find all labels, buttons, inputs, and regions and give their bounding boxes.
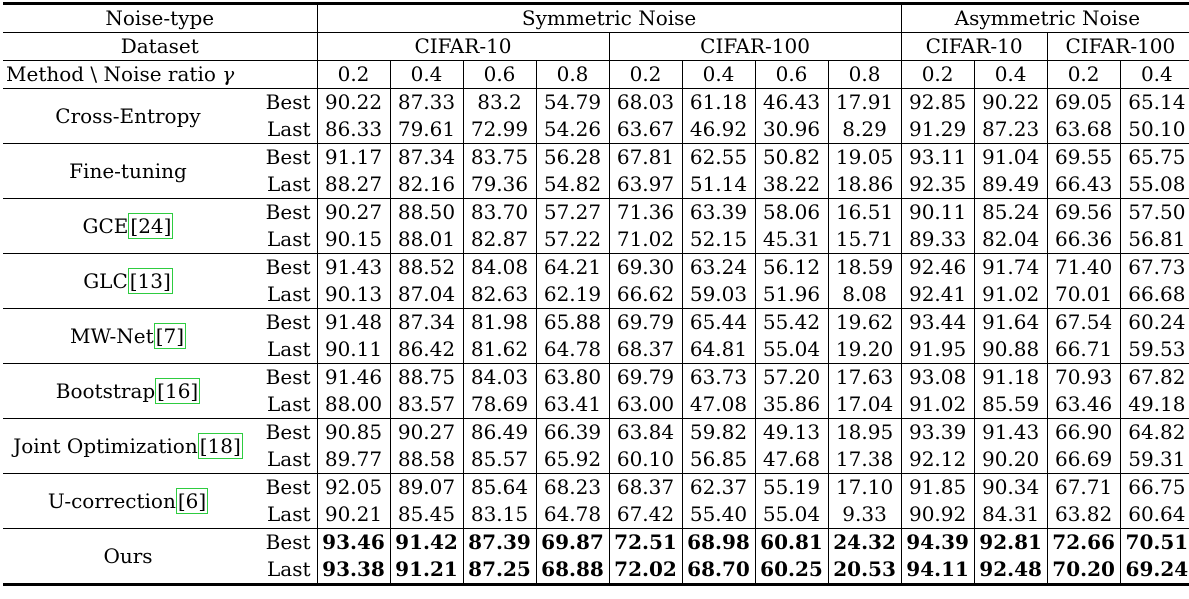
accuracy-cell: 52.15 [682,226,755,254]
dataset-label: Dataset [3,33,317,61]
method-name [3,309,253,364]
accuracy-cell: 89.77 [317,446,390,474]
accuracy-cell: 92.12 [901,446,974,474]
accuracy-cell: 84.03 [463,364,536,392]
accuracy-cell: 91.02 [974,281,1047,309]
best-label: Best [253,419,317,447]
accuracy-cell: 68.70 [682,556,755,585]
accuracy-cell: 19.62 [828,309,901,337]
accuracy-cell: 90.22 [317,89,390,117]
accuracy-cell: 60.24 [1128,310,1186,334]
method-name-text: Joint Optimization [13,433,198,458]
accuracy-cell: 59.31 [1120,446,1189,474]
best-label: Best [253,529,317,557]
accuracy-cell: 91.04 [974,144,1047,172]
accuracy-cell: 16.51 [828,199,901,227]
accuracy-cell: 54.82 [536,171,609,199]
symmetric-noise-header: Symmetric Noise [317,4,901,33]
accuracy-cell: 47.08 [682,391,755,419]
accuracy-cell: 93.39 [901,419,974,447]
accuracy-cell: 65.14 [1128,90,1186,114]
accuracy-cell: 55.42 [755,309,828,337]
accuracy-cell: 65.88 [536,309,609,337]
best-label: Best [253,309,317,337]
asymmetric-noise-header: Asymmetric Noise [901,4,1189,33]
accuracy-cell: 47.68 [755,446,828,474]
accuracy-cell: 57.22 [536,226,609,254]
accuracy-cell: 85.57 [463,446,536,474]
accuracy-cell: 65.92 [536,446,609,474]
noise-ratio-header: 0.4 [974,61,1047,89]
table-row [3,529,1189,557]
accuracy-cell: 68.03 [609,89,682,117]
citation-link[interactable]: [13] [129,268,171,293]
accuracy-cell: 82.63 [463,281,536,309]
citation-link[interactable]: [16] [157,378,199,403]
accuracy-cell: 85.59 [974,391,1047,419]
method-name [3,364,253,419]
table-row [3,199,1189,227]
accuracy-cell: 91.02 [901,391,974,419]
noise-ratio-header: 0.6 [463,61,536,89]
accuracy-cell: 19.20 [828,336,901,364]
accuracy-cell: 56.85 [682,446,755,474]
accuracy-cell: 66.71 [1047,336,1120,364]
accuracy-cell: 67.81 [609,144,682,172]
accuracy-cell: 72.99 [463,116,536,144]
accuracy-cell: 51.14 [682,171,755,199]
accuracy-cell: 83.15 [463,501,536,529]
accuracy-cell: 64.81 [682,336,755,364]
accuracy-cell: 92.35 [901,171,974,199]
noise-ratio-header: 0.2 [901,61,974,89]
accuracy-cell: 83.70 [463,199,536,227]
table-row [3,309,1189,337]
accuracy-cell: 64.21 [536,254,609,282]
accuracy-cell: 92.48 [974,556,1047,585]
results-body [3,89,1189,585]
accuracy-cell: 69.05 [1047,89,1120,117]
last-label: Last [253,501,317,529]
method-name-text: MW-Net [69,323,154,348]
accuracy-cell: 88.58 [390,446,463,474]
accuracy-cell: 82.04 [974,226,1047,254]
accuracy-cell: 90.21 [317,501,390,529]
accuracy-cell: 85.24 [974,199,1047,227]
accuracy-cell: 68.98 [682,529,755,557]
noise-ratio-header: 0.2 [1047,61,1120,89]
best-label: Best [253,364,317,392]
accuracy-cell: 70.20 [1047,556,1120,585]
accuracy-cell: 90.15 [317,226,390,254]
accuracy-cell: 63.24 [682,254,755,282]
accuracy-cell: 83.75 [463,144,536,172]
accuracy-cell: 50.82 [755,144,828,172]
accuracy-cell: 91.64 [974,309,1047,337]
accuracy-cell: 64.78 [536,501,609,529]
accuracy-cell: 83.57 [390,391,463,419]
accuracy-cell: 30.96 [755,116,828,144]
accuracy-cell: 15.71 [828,226,901,254]
method-name-text: Fine-tuning [69,158,187,183]
table-row [3,254,1189,282]
accuracy-cell: 90.20 [974,446,1047,474]
accuracy-cell: 59.53 [1120,336,1189,364]
table-row [3,419,1189,447]
noise-ratio-header: 0.2 [317,61,390,89]
accuracy-cell: 64.82 [1128,420,1186,444]
last-label: Last [253,116,317,144]
accuracy-cell: 57.27 [536,199,609,227]
method-name [3,199,253,254]
accuracy-cell: 67.42 [609,501,682,529]
accuracy-cell: 50.10 [1120,116,1189,144]
method-name [3,419,253,474]
accuracy-cell: 46.43 [755,89,828,117]
accuracy-cell: 91.85 [901,474,974,502]
noise-type-row [3,4,1189,33]
accuracy-cell: 93.38 [317,556,390,585]
accuracy-cell: 49.13 [755,419,828,447]
accuracy-cell: 63.39 [682,199,755,227]
accuracy-cell: 18.59 [828,254,901,282]
accuracy-cell: 62.37 [682,474,755,502]
accuracy-cell: 61.18 [682,89,755,117]
last-label: Last [253,281,317,309]
accuracy-cell: 87.34 [390,144,463,172]
dataset-header: CIFAR-100 [609,33,901,61]
accuracy-cell: 17.63 [828,364,901,392]
accuracy-cell: 93.46 [317,529,390,557]
accuracy-cell: 63.67 [609,116,682,144]
best-label: Best [253,199,317,227]
gamma-symbol: γ [222,62,235,86]
dataset-header: CIFAR-10 [901,33,1047,61]
accuracy-cell: 18.86 [828,171,901,199]
accuracy-cell: 35.86 [755,391,828,419]
accuracy-cell: 66.62 [609,281,682,309]
accuracy-cell: 90.34 [974,474,1047,502]
accuracy-cell: 81.98 [463,309,536,337]
accuracy-cell: 63.73 [682,364,755,392]
accuracy-cell: 86.33 [317,116,390,144]
accuracy-cell: 87.39 [463,529,536,557]
accuracy-cell: 19.05 [828,144,901,172]
best-label: Best [253,254,317,282]
accuracy-cell: 60.81 [755,529,828,557]
accuracy-cell: 49.18 [1120,391,1189,419]
accuracy-cell: 55.04 [755,501,828,529]
accuracy-cell: 68.37 [609,336,682,364]
accuracy-cell: 66.43 [1047,171,1120,199]
noise-ratio-header: 0.2 [609,61,682,89]
method-name-text: GCE [82,213,129,238]
accuracy-cell: 88.52 [390,254,463,282]
accuracy-cell: 91.43 [317,254,390,282]
accuracy-cell: 90.85 [317,419,390,447]
accuracy-cell: 90.27 [317,199,390,227]
accuracy-cell: 82.87 [463,226,536,254]
accuracy-cell: 90.27 [390,419,463,447]
accuracy-cell: 87.34 [390,309,463,337]
accuracy-cell: 24.32 [828,529,901,557]
accuracy-cell: 68.23 [536,474,609,502]
last-label: Last [253,446,317,474]
accuracy-cell: 60.64 [1120,501,1189,529]
accuracy-cell: 67.54 [1047,309,1120,337]
accuracy-cell: 91.43 [974,419,1047,447]
accuracy-cell: 72.02 [609,556,682,585]
accuracy-cell: 78.69 [463,391,536,419]
accuracy-cell: 38.22 [755,171,828,199]
accuracy-cell: 88.01 [390,226,463,254]
accuracy-cell: 88.50 [390,199,463,227]
citation-link[interactable]: [7] [155,323,185,348]
noise-ratio-row [3,61,1189,89]
noise-ratio-header: 0.4 [682,61,755,89]
best-label: Best [253,474,317,502]
accuracy-cell: 66.69 [1047,446,1120,474]
accuracy-cell: 89.07 [390,474,463,502]
method-name [3,89,253,144]
accuracy-cell: 63.82 [1047,501,1120,529]
accuracy-cell: 57.20 [755,364,828,392]
method-name-text: U-correction [47,488,176,513]
noise-type-label: Noise-type [3,4,317,33]
accuracy-cell: 83.2 [463,89,536,117]
noise-ratio-header: 0.8 [828,61,901,89]
table-row [3,144,1189,172]
accuracy-cell: 67.73 [1128,255,1186,279]
accuracy-cell: 63.97 [609,171,682,199]
accuracy-cell: 93.44 [901,309,974,337]
accuracy-cell: 90.13 [317,281,390,309]
accuracy-cell: 69.55 [1047,144,1120,172]
accuracy-cell: 9.33 [828,501,901,529]
accuracy-cell: 60.10 [609,446,682,474]
accuracy-cell: 55.08 [1120,171,1189,199]
accuracy-cell: 63.84 [609,419,682,447]
method-name-text: Bootstrap [55,378,156,403]
method-name [3,144,253,199]
accuracy-cell: 70.01 [1047,281,1120,309]
accuracy-cell: 68.88 [536,556,609,585]
accuracy-cell: 69.56 [1047,199,1120,227]
accuracy-cell: 85.45 [390,501,463,529]
accuracy-cell: 58.06 [755,199,828,227]
last-label: Last [253,226,317,254]
accuracy-cell: 90.92 [901,501,974,529]
table-row [3,474,1189,502]
accuracy-cell: 88.27 [317,171,390,199]
accuracy-cell: 91.48 [317,309,390,337]
accuracy-cell: 63.46 [1047,391,1120,419]
accuracy-cell: 59.03 [682,281,755,309]
accuracy-cell: 63.00 [609,391,682,419]
method-name-text: Ours [103,543,153,568]
method-noise-ratio-label [3,61,317,89]
last-label: Last [253,556,317,585]
accuracy-cell: 86.49 [463,419,536,447]
accuracy-cell: 54.26 [536,116,609,144]
citation-link[interactable]: [24] [130,213,172,238]
accuracy-cell: 87.23 [974,116,1047,144]
accuracy-cell: 66.36 [1047,226,1120,254]
accuracy-cell: 91.17 [317,144,390,172]
accuracy-cell: 92.41 [901,281,974,309]
accuracy-cell: 63.68 [1047,116,1120,144]
accuracy-cell: 66.39 [536,419,609,447]
method-name [3,474,253,529]
dataset-header: CIFAR-100 [1047,33,1189,61]
accuracy-cell: 91.42 [390,529,463,557]
accuracy-cell: 85.64 [463,474,536,502]
accuracy-cell: 59.82 [682,419,755,447]
table-row [3,364,1189,392]
accuracy-cell: 94.39 [901,529,974,557]
citation-link[interactable]: [6] [177,488,207,513]
accuracy-cell: 92.85 [901,89,974,117]
accuracy-cell: 66.75 [1128,475,1186,499]
accuracy-cell: 93.11 [901,144,974,172]
accuracy-cell: 72.51 [609,529,682,557]
accuracy-cell: 67.82 [1128,365,1186,389]
accuracy-cell: 55.40 [682,501,755,529]
accuracy-cell: 56.28 [536,144,609,172]
accuracy-cell: 8.29 [828,116,901,144]
accuracy-cell: 63.80 [536,364,609,392]
accuracy-cell: 8.08 [828,281,901,309]
accuracy-cell: 90.22 [974,89,1047,117]
accuracy-cell: 65.75 [1128,145,1186,169]
accuracy-cell: 87.04 [390,281,463,309]
last-label: Last [253,391,317,419]
accuracy-cell: 70.51 [1125,530,1189,554]
accuracy-cell: 91.21 [390,556,463,585]
accuracy-cell: 71.40 [1047,254,1120,282]
accuracy-cell: 91.29 [901,116,974,144]
accuracy-cell: 87.25 [463,556,536,585]
method-name [3,529,253,585]
last-label: Last [253,336,317,364]
accuracy-cell: 66.68 [1120,281,1189,309]
accuracy-cell: 71.36 [609,199,682,227]
accuracy-cell: 89.33 [901,226,974,254]
noise-ratio-header: 0.8 [536,61,609,89]
accuracy-cell: 81.62 [463,336,536,364]
accuracy-cell: 56.12 [755,254,828,282]
accuracy-cell: 87.33 [390,89,463,117]
accuracy-cell: 92.46 [901,254,974,282]
last-label: Last [253,171,317,199]
accuracy-cell: 67.71 [1047,474,1120,502]
accuracy-cell: 17.91 [828,89,901,117]
accuracy-cell: 84.08 [463,254,536,282]
accuracy-cell: 69.79 [609,309,682,337]
noise-ratio-header: 0.4 [1120,61,1189,89]
accuracy-cell: 91.18 [974,364,1047,392]
accuracy-cell: 60.25 [755,556,828,585]
accuracy-cell: 70.93 [1047,364,1120,392]
table-row [3,89,1189,117]
accuracy-cell: 17.04 [828,391,901,419]
method-name-text: Cross-Entropy [55,103,201,128]
accuracy-cell: 92.05 [317,474,390,502]
accuracy-cell: 90.11 [901,199,974,227]
accuracy-cell: 91.74 [974,254,1047,282]
method-name-text: GLC [83,268,128,293]
accuracy-cell: 69.30 [609,254,682,282]
accuracy-cell: 64.78 [536,336,609,364]
accuracy-cell: 18.95 [828,419,901,447]
method-label-text: Method \ Noise ratio [6,62,216,86]
accuracy-cell: 91.46 [317,364,390,392]
accuracy-cell: 82.16 [390,171,463,199]
accuracy-cell: 45.31 [755,226,828,254]
accuracy-cell: 55.19 [755,474,828,502]
method-name [3,254,253,309]
accuracy-cell: 62.55 [682,144,755,172]
accuracy-cell: 69.79 [609,364,682,392]
results-table [3,2,1189,586]
accuracy-cell: 88.75 [390,364,463,392]
accuracy-cell: 91.95 [901,336,974,364]
accuracy-cell: 66.90 [1047,419,1120,447]
accuracy-cell: 88.00 [317,391,390,419]
accuracy-cell: 17.10 [828,474,901,502]
accuracy-cell: 68.37 [609,474,682,502]
accuracy-cell: 86.42 [390,336,463,364]
accuracy-cell: 71.02 [609,226,682,254]
accuracy-cell: 89.49 [974,171,1047,199]
accuracy-cell: 79.36 [463,171,536,199]
accuracy-cell: 63.41 [536,391,609,419]
accuracy-cell: 17.38 [828,446,901,474]
accuracy-cell: 69.87 [536,529,609,557]
accuracy-cell: 94.11 [901,556,974,585]
accuracy-cell: 84.31 [974,501,1047,529]
accuracy-cell: 55.04 [755,336,828,364]
accuracy-cell: 46.92 [682,116,755,144]
accuracy-cell: 90.11 [317,336,390,364]
best-label: Best [253,144,317,172]
accuracy-cell: 69.24 [1120,556,1189,585]
citation-link[interactable]: [18] [199,433,241,458]
dataset-header: CIFAR-10 [317,33,609,61]
accuracy-cell: 72.66 [1047,529,1120,557]
accuracy-cell: 90.88 [974,336,1047,364]
accuracy-cell: 79.61 [390,116,463,144]
dataset-row [3,33,1189,61]
accuracy-cell: 20.53 [828,556,901,585]
noise-ratio-header: 0.6 [755,61,828,89]
accuracy-cell: 54.79 [536,89,609,117]
accuracy-cell: 92.81 [974,529,1047,557]
best-label: Best [253,89,317,117]
accuracy-cell: 51.96 [755,281,828,309]
accuracy-cell: 57.50 [1128,200,1186,224]
accuracy-cell: 93.08 [901,364,974,392]
accuracy-cell: 56.81 [1120,226,1189,254]
noise-ratio-header: 0.4 [390,61,463,89]
accuracy-cell: 65.44 [682,309,755,337]
accuracy-cell: 62.19 [536,281,609,309]
